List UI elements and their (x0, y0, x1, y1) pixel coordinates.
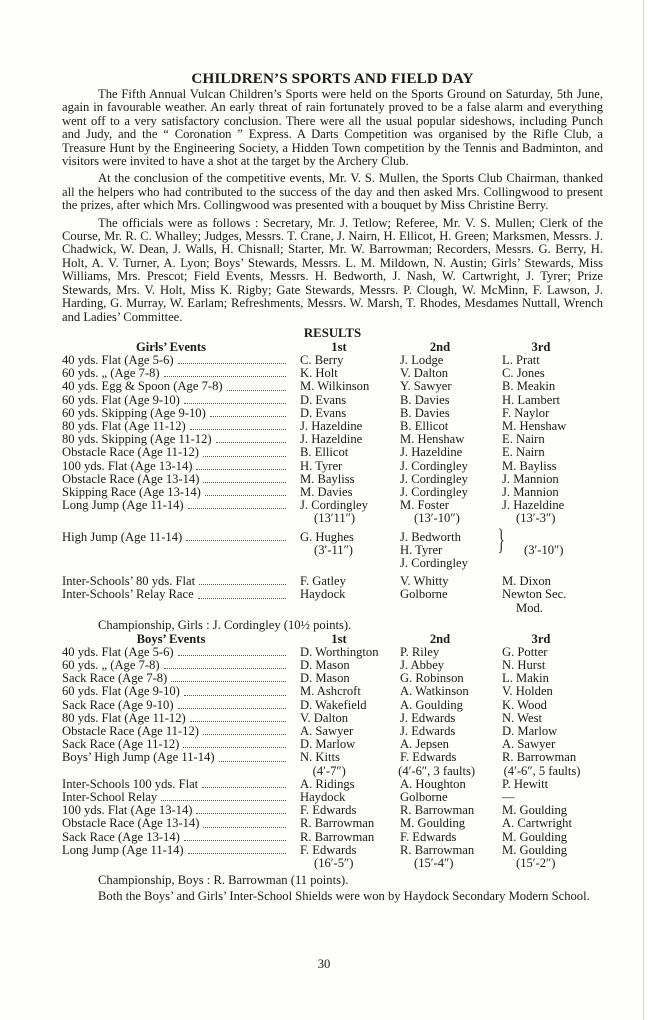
result-detail-row (62, 602, 603, 615)
leader-dots (184, 685, 286, 695)
third-place: E. Nairn (502, 432, 545, 447)
third-header: 3rd (531, 339, 551, 354)
boys-header-row (62, 632, 603, 646)
first-result: (16′-5″) (314, 856, 354, 871)
second-place: F. Edwards (400, 829, 457, 844)
first-place: B. Ellicot (300, 445, 349, 460)
third-place: E. Nairn (502, 445, 545, 460)
first-place: J. Cordingley (300, 498, 368, 513)
second-place-tied: H. Tyrer (400, 542, 443, 557)
high-jump-row-2 (62, 544, 603, 557)
third-place: M. Goulding (502, 842, 568, 857)
tie-brace: } (497, 522, 505, 556)
event-name: 60 yds. „ (Age 7-8) (62, 658, 160, 672)
second-place: F. Edwards (400, 750, 457, 765)
first-result: (3′-11″) (314, 542, 354, 557)
result-detail-row (62, 512, 603, 525)
girls-results-table (62, 340, 603, 632)
leader-dots (184, 394, 286, 404)
first-header: 1st (331, 339, 347, 354)
event-name: Obstacle Race (Age 13-14) (62, 472, 200, 486)
leader-dots (199, 575, 286, 585)
result-detail-row (62, 765, 603, 778)
first-result: (4′-7″) (312, 763, 346, 778)
leader-dots (198, 588, 286, 598)
second-place: J. Hazeldine (400, 445, 463, 460)
third-place: M. Dixon (502, 574, 551, 589)
first-place: G. Hughes (300, 529, 354, 544)
second-place: J. Edwards (400, 710, 456, 725)
page-edge (643, 0, 644, 1020)
second-place: J. Cordingley (400, 484, 468, 499)
leader-dots (216, 433, 286, 443)
leader-dots (178, 646, 286, 656)
event-name: Inter-Schools’ Relay Race (62, 588, 194, 602)
event-name: 60 yds. Flat (Age 9-10) (62, 685, 180, 699)
result-row (62, 407, 603, 420)
result-row (62, 588, 603, 601)
result-row (62, 751, 603, 764)
event-name: Inter-Schools 100 yds. Flat (62, 777, 199, 791)
leader-dots (202, 778, 286, 788)
event-name: 60 yds. Flat (Age 9-10) (62, 393, 180, 407)
result-row (62, 712, 603, 725)
first-place: D. Mason (300, 671, 350, 686)
third-place: G. Potter (502, 644, 548, 659)
third-place: B. Meakin (502, 379, 556, 394)
document-page (62, 70, 603, 904)
second-result (400, 602, 502, 615)
third-place: N. Hurst (502, 657, 546, 672)
results-heading: RESULTS (303, 325, 362, 340)
second-place: J. Cordingley (400, 458, 468, 473)
third-place: J. Hazeldine (502, 498, 565, 513)
third-place: C. Jones (502, 366, 545, 381)
event-name: High Jump (Age 11-14) (62, 530, 183, 544)
second-result: (4′-6″, 3 faults) (398, 763, 476, 778)
leader-dots (203, 817, 286, 827)
first-place: A. Sawyer (300, 723, 354, 738)
first-place: C. Berry (300, 352, 344, 367)
first-result (300, 602, 400, 615)
second-place: A. Watkinson (400, 684, 469, 699)
leader-dots (205, 486, 286, 496)
boys-championship: Championship, Boys : R. Barrowman (11 points). (98, 873, 349, 888)
result-row (62, 817, 603, 830)
third-place: J. Mannion (502, 471, 559, 486)
second-place: A. Goulding (400, 697, 463, 712)
second-place: J. Lodge (400, 352, 444, 367)
second-place: A. Jepsen (400, 737, 449, 752)
first-place: D. Marlow (300, 737, 356, 752)
first-place: M. Ashcroft (300, 684, 361, 699)
event-name: Long Jump (Age 11-14) (62, 499, 184, 513)
first-place: R. Barrowman (300, 816, 375, 831)
event-name: Obstacle Race (Age 11-12) (62, 446, 199, 460)
third-place: M. Henshaw (502, 418, 567, 433)
event-name: 100 yds. Flat (Age 13-14) (62, 804, 193, 818)
second-place: M. Henshaw (400, 432, 465, 447)
leader-dots (161, 791, 286, 801)
third-place: L. Makin (502, 671, 549, 686)
page-number: 30 (317, 957, 331, 971)
third-place: J. Mannion (502, 484, 559, 499)
result-row (62, 699, 603, 712)
event-name: 40 yds. Egg & Spoon (Age 7-8) (62, 380, 223, 394)
result-row (62, 831, 603, 844)
high-jump-row-3 (62, 557, 603, 570)
first-place: D. Evans (300, 392, 347, 407)
leader-dots (219, 751, 286, 761)
second-place: B. Davies (400, 392, 450, 407)
conclusion-paragraph: At the conclusion of the competitive events, Mr. V. S. Mullen, the Sports Club Chairman, thanked all the helpers who had contributed to the success of the day and then asked Mrs. Collingwood to present the prizes, after which Mrs. Collingwood was presented with a bouquet by Miss Christine Berry. (62, 171, 603, 213)
event-name: 40 yds. Flat (Age 5-6) (62, 353, 174, 367)
first-place: K. Holt (300, 366, 338, 381)
second-place: J. Edwards (400, 723, 456, 738)
result-row (62, 446, 603, 459)
second-header: 2nd (429, 339, 451, 354)
leader-dots (164, 367, 286, 377)
first-place: F. Edwards (300, 803, 357, 818)
third-place: D. Marlow (502, 723, 558, 738)
leader-dots (203, 725, 286, 735)
event-name: Skipping Race (Age 13-14) (62, 485, 201, 499)
leader-dots (186, 531, 286, 541)
third-result: (15′-2″) (516, 856, 556, 871)
third-place: N. West (502, 710, 543, 725)
girls-events-header: Girls’ Events (135, 339, 207, 354)
result-row (62, 473, 603, 486)
event-name: 80 yds. Skipping (Age 11-12) (62, 433, 212, 447)
third-place: A. Cartwright (502, 816, 572, 831)
second-place: J. Abbey (400, 657, 445, 672)
third-place: — (502, 790, 515, 804)
second-result: (15′-4″) (414, 856, 454, 871)
closing-paragraph: Both the Boys’ and Girls’ Inter-School Shields were won by Haydock Secondary Modern School. (98, 889, 590, 904)
leader-dots (178, 354, 286, 364)
third-header: 3rd (531, 631, 551, 646)
third-place: K. Wood (502, 697, 547, 712)
tied-height: (3′-10″) (524, 542, 564, 557)
second-place: R. Barrowman (400, 803, 475, 818)
second-place: V. Whitty (400, 574, 449, 589)
event-name: Sack Race (Age 11-12) (62, 738, 180, 752)
third-place: P. Hewitt (502, 776, 549, 791)
first-place: D. Evans (300, 405, 347, 420)
second-place: G. Robinson (400, 671, 464, 686)
result-row (62, 394, 603, 407)
second-place: J. Bedworth (400, 529, 461, 544)
intro-paragraph: The Fifth Annual Vulcan Children’s Sports were held on the Sports Ground on Saturday, 5th June, again in favourable weather. An early threat of rain fortunately proved to be a false alarm and everything went off to a very satisfactory conclusion. There were all the usual popular sideshows, including Punch and Judy, and the “ Coronation ” Express. A Darts Competition was organised by the Rifle Club, a Treasure Hunt by the Engineering Society, a Hidden Town competition by the Tennis and Badminton, and visitors were invited to have a shot at the target by the Archery Club. (62, 87, 603, 169)
event-name: 100 yds. Flat (Age 13-14) (62, 459, 193, 473)
first-place: M. Bayliss (300, 471, 355, 486)
result-row (62, 380, 603, 393)
page-title: CHILDREN’S SPORTS AND FIELD DAY (191, 70, 474, 87)
leader-dots (196, 804, 286, 814)
second-place: M. Goulding (400, 816, 466, 831)
leader-dots (196, 460, 286, 470)
first-place: R. Barrowman (300, 829, 375, 844)
second-place: J. Cordingley (400, 471, 468, 486)
first-result: (13′11″) (314, 511, 356, 526)
first-place: J. Hazeldine (300, 418, 363, 433)
event-name: Inter-Schools’ 80 yds. Flat (62, 575, 196, 589)
event-name: Sack Race (Age 9-10) (62, 698, 174, 712)
leader-dots (188, 499, 286, 509)
first-place: M. Davies (300, 484, 353, 499)
event-name: Obstacle Race (Age 13-14) (62, 817, 200, 831)
first-place: D. Mason (300, 657, 350, 672)
leader-dots (190, 420, 286, 430)
event-name: Sack Race (Age 7-8) (62, 672, 168, 686)
third-place: Newton Sec. (502, 587, 567, 602)
second-place: B. Ellicot (400, 418, 449, 433)
first-place: A. Ridings (300, 776, 355, 791)
leader-dots (203, 446, 286, 456)
second-place: P. Riley (400, 644, 440, 659)
third-place: M. Goulding (502, 829, 568, 844)
second-place: B. Davies (400, 405, 450, 420)
leader-dots (183, 738, 286, 748)
event-name: 80 yds. Flat (Age 11-12) (62, 711, 186, 725)
second-place-tied: J. Cordingley (400, 555, 468, 570)
second-place: A. Houghton (400, 776, 466, 791)
third-place: H. Lambert (502, 392, 561, 407)
girls-championship: Championship, Girls : J. Cordingley (10½ points). (98, 617, 352, 632)
second-place: V. Dalton (400, 366, 449, 381)
first-place: D. Worthington (300, 644, 379, 659)
third-place: A. Sawyer (502, 737, 556, 752)
first-place: Haydock (300, 587, 346, 602)
event-name: Boys’ High Jump (Age 11-14) (62, 751, 215, 765)
leader-dots (203, 473, 286, 483)
first-place: F. Edwards (300, 842, 357, 857)
event-name: 60 yds. „ (Age 7-8) (62, 367, 160, 381)
result-row (62, 646, 603, 659)
first-place: N. Kitts (300, 750, 340, 765)
result-row (62, 460, 603, 473)
officials-paragraph: The officials were as follows : Secretary, Mr. J. Tetlow; Referee, Mr. V. S. Mullen; Clerk of the Course, Mr. R. C. Whalley; Judges, Messrs. T. Crane, J. Nairn, H. Ellicot, H. Green; Marksmen, Messrs. J. Chadwick, W. Dean, J. Walls, H. Chisnall; Starter, Mr. W. Barrowman; Recorders, Messrs. G. Berry, H. Holt, A. V. Turner, A. Lyon; Boys’ Stewards, Messrs. L. M. Mildown, N. Austin; Girls’ Stewards, Miss Williams, Mrs. Prescot; Field Events, Messrs. H. Bedworth, J. Nash, W. Cartwright, J. Tyrer; Prize Stewards, Mrs. V. Holt, Miss K. Rigby; Gate Stewards, Messrs. P. Clough, W. McMinn, F. Lawson, J. Harding, G. Murray, W. Earlam; Refreshments, Messrs. W. Marsh, T. Rhodes, Mesdames Nuttall, Wrench and Ladies’ Committee. (62, 215, 603, 324)
leader-dots (210, 407, 286, 417)
leader-dots (178, 699, 286, 709)
event-name: 40 yds. Flat (Age 5-6) (62, 645, 174, 659)
first-place: D. Wakefield (300, 697, 367, 712)
second-place: Golborne (400, 587, 448, 602)
second-result: (13′-10″) (414, 511, 460, 526)
event-name: Sack Race (Age 13-14) (62, 830, 180, 844)
leader-dots (184, 831, 286, 841)
event-name: Inter-School Relay (62, 791, 158, 804)
third-place: V. Holden (502, 684, 553, 699)
boys-events-header: Boys’ Events (136, 631, 206, 646)
first-place: H. Tyrer (300, 458, 343, 473)
third-place: R. Barrowman (502, 750, 577, 765)
girls-header-row (62, 340, 603, 354)
leader-dots (188, 844, 286, 854)
result-row (62, 685, 603, 698)
third-result: Mod. (516, 600, 543, 615)
second-place: M. Foster (400, 498, 449, 513)
result-detail-row (62, 857, 603, 870)
event-name: 60 yds. Skipping (Age 9-10) (62, 406, 206, 420)
third-place: M. Bayliss (502, 458, 557, 473)
third-place: M. Goulding (502, 803, 568, 818)
first-place: Haydock (300, 790, 346, 804)
third-place: L. Pratt (502, 352, 540, 367)
third-result: (13′-3″) (516, 511, 556, 526)
second-header: 2nd (429, 631, 451, 646)
boys-results-table (62, 632, 603, 887)
event-name: Obstacle Race (Age 11-12) (62, 724, 199, 738)
leader-dots (227, 380, 286, 390)
leader-dots (171, 672, 286, 682)
leader-dots (190, 712, 286, 722)
first-header: 1st (331, 631, 347, 646)
first-place: F. Gatley (300, 574, 346, 589)
first-place: V. Dalton (300, 710, 349, 725)
second-place: R. Barrowman (400, 842, 475, 857)
leader-dots (164, 659, 286, 669)
third-result: (4′-6″, 5 faults) (503, 763, 581, 778)
first-place: J. Hazeldine (300, 432, 363, 447)
first-place: M. Wilkinson (300, 379, 370, 394)
second-place: Y. Sawyer (400, 379, 452, 394)
second-place: Golborne (400, 790, 448, 804)
event-name: 80 yds. Flat (Age 11-12) (62, 419, 186, 433)
third-place: F. Naylor (502, 405, 550, 420)
event-name: Long Jump (Age 11-14) (62, 843, 184, 857)
